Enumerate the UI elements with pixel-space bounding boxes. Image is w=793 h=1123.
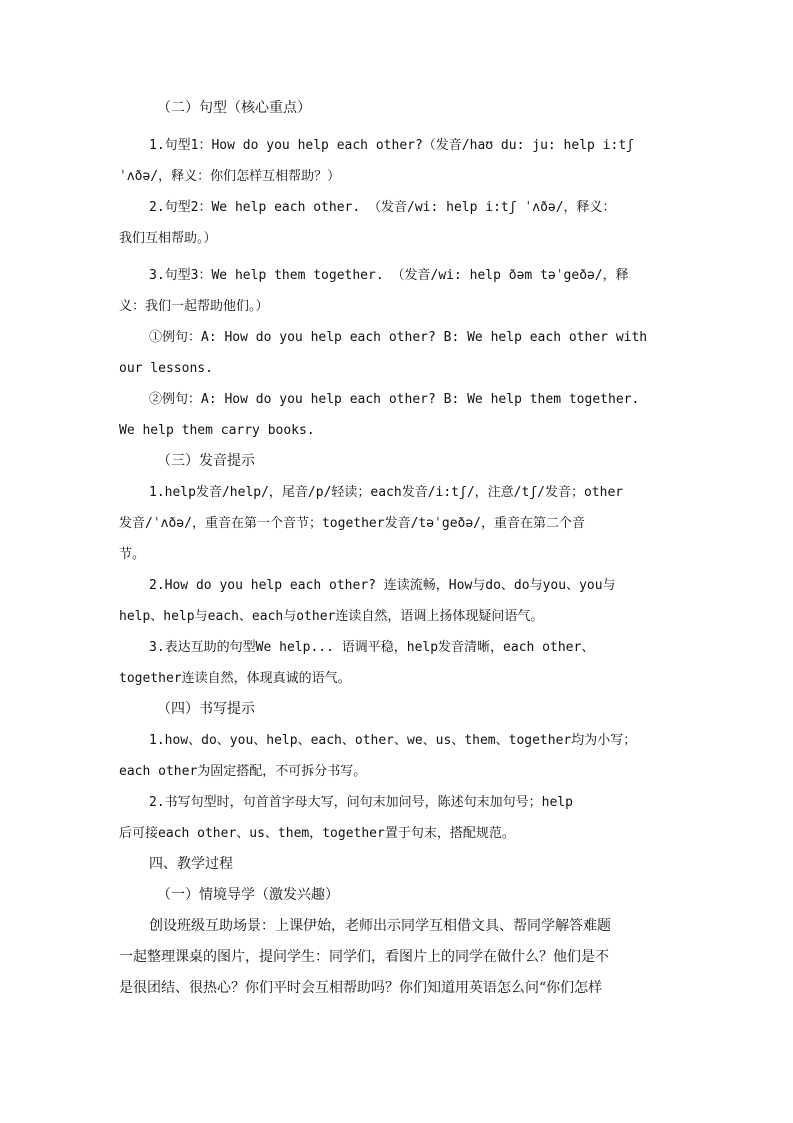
section-heading-situational-lead-in: （一）情境导学（激发兴趣） bbox=[157, 887, 339, 903]
pronunciation-tip-2: 2.How do you help each other? 连读流畅，How与do、do与you、you与 bbox=[149, 578, 616, 593]
section-heading-pronunciation: （三）发音提示 bbox=[157, 453, 255, 469]
pattern-1-text-cont: ˈʌðə/，释义：你们怎样互相帮助？） bbox=[119, 169, 341, 184]
writing-tip-1: 1.how、do、you、help、each、other、we、us、them、together均为小写； bbox=[149, 733, 637, 748]
pattern-2-text-cont: 我们互相帮助。） bbox=[119, 231, 217, 246]
pattern-2-text: 2.句型2：We help each other. （发音/wi: help i:tʃ ˈʌðə/，释义： bbox=[149, 200, 616, 215]
example-1-text: ①例句：A: How do you help each other? B: We help each other with bbox=[149, 330, 648, 345]
pronunciation-tip-1-end: 节。 bbox=[119, 547, 146, 562]
pronunciation-tip-1-cont: 发音/ˈʌðə/，重音在第一个音节；together发音/təˈgeðə/，重音在第二个音 bbox=[119, 516, 586, 531]
pronunciation-tip-3: 3.表达互助的句型We help... 语调平稳，help发音清晰，each other、 bbox=[149, 640, 595, 655]
pattern-3-text: 3.句型3：We help them together. （发音/wi: help ðəm təˈgeðə/，释 bbox=[149, 268, 629, 283]
pronunciation-tip-1: 1.help发音/help/，尾音/p/轻读；each发音/i:tʃ/，注意/tʃ/发音；other bbox=[149, 485, 624, 500]
lead-in-paragraph: 创设班级互助场景：上课伊始，老师出示同学互相借文具、帮同学解答难题 bbox=[149, 918, 611, 934]
writing-tip-2: 2.书写句型时，句首首字母大写，问句末加问号，陈述句末加句号；help bbox=[149, 795, 573, 810]
section-heading-sentence-patterns: （二）句型（核心重点） bbox=[157, 100, 311, 116]
writing-tip-2-cont: 后可接each other、us、them，together置于句末，搭配规范。 bbox=[119, 826, 515, 841]
document-body bbox=[119, 93, 679, 1004]
pronunciation-tip-3-cont: together连读自然，体现真诚的语气。 bbox=[119, 671, 351, 686]
lead-in-paragraph-cont: 一起整理课桌的图片，提问学生：同学们，看图片上的同学在做什么？他们是不 bbox=[119, 949, 609, 965]
example-2-text: ②例句：A: How do you help each other? B: We help them together. bbox=[149, 392, 640, 407]
lead-in-paragraph-end: 是很团结、很热心？你们平时会互相帮助吗？你们知道用英语怎么问“你们怎样 bbox=[119, 980, 603, 996]
section-heading-writing: （四）书写提示 bbox=[157, 701, 255, 717]
pattern-1-text: 1.句型1：How do you help each other?（发音/haʊ du: ju: help i:tʃ bbox=[149, 138, 634, 153]
example-2-text-cont: We help them carry books. bbox=[119, 423, 315, 438]
writing-tip-1-cont: each other为固定搭配，不可拆分书写。 bbox=[119, 764, 367, 779]
pronunciation-tip-2-cont: help、help与each、each与other连读自然，语调上扬体现疑问语气。 bbox=[119, 609, 544, 624]
part-heading-teaching-process: 四、教学过程 bbox=[149, 856, 233, 872]
pattern-3-text-cont: 义：我们一起帮助他们。） bbox=[119, 299, 269, 314]
example-1-text-cont: our lessons. bbox=[119, 361, 213, 376]
